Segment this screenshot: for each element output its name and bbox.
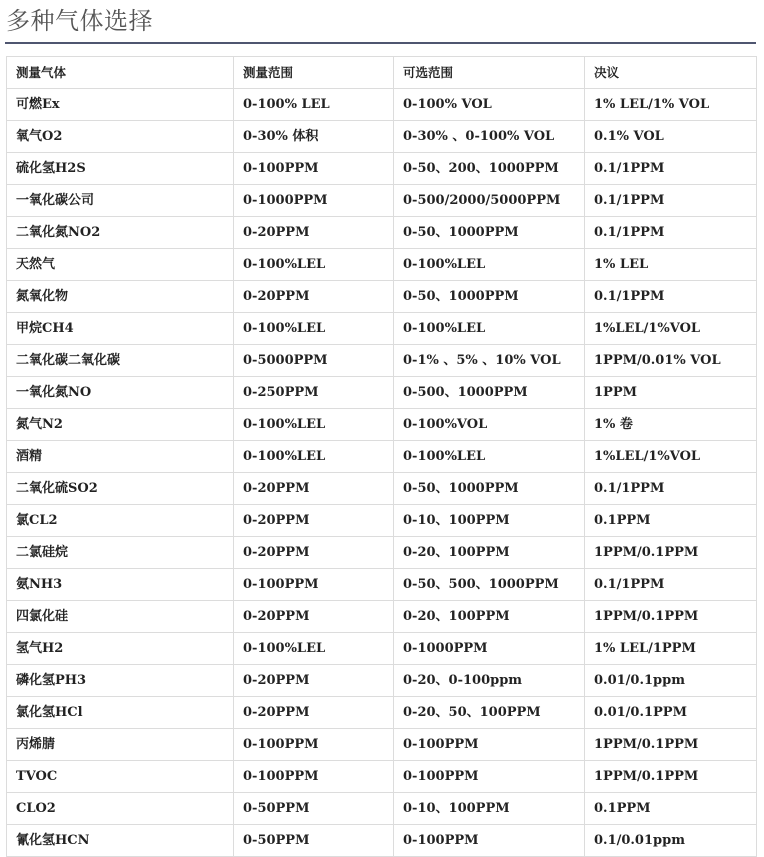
cell-measuring-range: 0-250PPM bbox=[234, 377, 394, 409]
cell-resolution: 0.1/1PPM bbox=[585, 153, 757, 185]
cell-optional-range: 0-30% 、0-100% VOL bbox=[394, 121, 585, 153]
cell-resolution: 1PPM/0.1PPM bbox=[585, 537, 757, 569]
header-measuring-range: 测量范围 bbox=[234, 57, 394, 89]
cell-resolution: 0.1/1PPM bbox=[585, 281, 757, 313]
table-row bbox=[7, 89, 757, 121]
table-row bbox=[7, 153, 757, 185]
table-row bbox=[7, 569, 757, 601]
header-resolution: 决议 bbox=[585, 57, 757, 89]
cell-measuring-range: 0-100%LEL bbox=[234, 409, 394, 441]
cell-measured-gas: 氨NH3 bbox=[7, 569, 234, 601]
table-row bbox=[7, 761, 757, 793]
cell-measuring-range: 0-100%LEL bbox=[234, 249, 394, 281]
table-row bbox=[7, 633, 757, 665]
cell-resolution: 0.1/1PPM bbox=[585, 569, 757, 601]
cell-measuring-range: 0-20PPM bbox=[234, 217, 394, 249]
table-row bbox=[7, 409, 757, 441]
cell-measuring-range: 0-100% LEL bbox=[234, 89, 394, 121]
cell-measured-gas: TVOC bbox=[7, 761, 234, 793]
table-row bbox=[7, 665, 757, 697]
cell-measuring-range: 0-100%LEL bbox=[234, 313, 394, 345]
cell-measuring-range: 0-100%LEL bbox=[234, 633, 394, 665]
cell-measuring-range: 0-20PPM bbox=[234, 281, 394, 313]
cell-optional-range: 0-100%LEL bbox=[394, 313, 585, 345]
cell-measuring-range: 0-20PPM bbox=[234, 697, 394, 729]
cell-resolution: 0.1/1PPM bbox=[585, 217, 757, 249]
cell-measured-gas: 氰化氢HCN bbox=[7, 825, 234, 857]
cell-measured-gas: 二氧化碳二氧化碳 bbox=[7, 345, 234, 377]
cell-measured-gas: 一氧化碳公司 bbox=[7, 185, 234, 217]
cell-measured-gas: 硫化氢H2S bbox=[7, 153, 234, 185]
cell-optional-range: 0-100PPM bbox=[394, 729, 585, 761]
cell-resolution: 1% LEL bbox=[585, 249, 757, 281]
cell-resolution: 0.1/1PPM bbox=[585, 185, 757, 217]
table-row bbox=[7, 793, 757, 825]
cell-resolution: 1PPM/0.1PPM bbox=[585, 761, 757, 793]
cell-measured-gas: 天然气 bbox=[7, 249, 234, 281]
cell-resolution: 1% 卷 bbox=[585, 409, 757, 441]
cell-resolution: 1PPM/0.1PPM bbox=[585, 729, 757, 761]
cell-optional-range: 0-10、100PPM bbox=[394, 793, 585, 825]
cell-optional-range: 0-1% 、5% 、10% VOL bbox=[394, 345, 585, 377]
table-header-row bbox=[7, 57, 757, 89]
table-row bbox=[7, 217, 757, 249]
header-measured-gas: 测量气体 bbox=[7, 57, 234, 89]
cell-resolution: 1% LEL/1PPM bbox=[585, 633, 757, 665]
cell-optional-range: 0-500、1000PPM bbox=[394, 377, 585, 409]
cell-resolution: 1% LEL/1% VOL bbox=[585, 89, 757, 121]
cell-measuring-range: 0-100PPM bbox=[234, 153, 394, 185]
table-row bbox=[7, 825, 757, 857]
cell-optional-range: 0-20、50、100PPM bbox=[394, 697, 585, 729]
cell-resolution: 0.1% VOL bbox=[585, 121, 757, 153]
cell-resolution: 1PPM bbox=[585, 377, 757, 409]
gas-spec-table bbox=[6, 56, 757, 857]
cell-optional-range: 0-500/2000/5000PPM bbox=[394, 185, 585, 217]
cell-measured-gas: 二氯硅烷 bbox=[7, 537, 234, 569]
cell-resolution: 1PPM/0.1PPM bbox=[585, 601, 757, 633]
header-optional-range: 可选范围 bbox=[394, 57, 585, 89]
table-row bbox=[7, 537, 757, 569]
table-header bbox=[7, 57, 757, 89]
cell-measured-gas: CLO2 bbox=[7, 793, 234, 825]
title-divider bbox=[5, 42, 756, 44]
cell-measuring-range: 0-20PPM bbox=[234, 473, 394, 505]
table-row bbox=[7, 313, 757, 345]
cell-optional-range: 0-50、1000PPM bbox=[394, 217, 585, 249]
cell-optional-range: 0-1000PPM bbox=[394, 633, 585, 665]
cell-optional-range: 0-10、100PPM bbox=[394, 505, 585, 537]
cell-measuring-range: 0-100PPM bbox=[234, 569, 394, 601]
cell-measured-gas: 酒精 bbox=[7, 441, 234, 473]
cell-optional-range: 0-50、500、1000PPM bbox=[394, 569, 585, 601]
cell-measuring-range: 0-100%LEL bbox=[234, 441, 394, 473]
cell-measured-gas: 氯CL2 bbox=[7, 505, 234, 537]
cell-optional-range: 0-50、1000PPM bbox=[394, 281, 585, 313]
cell-optional-range: 0-50、200、1000PPM bbox=[394, 153, 585, 185]
table-row bbox=[7, 121, 757, 153]
cell-measuring-range: 0-30% 体积 bbox=[234, 121, 394, 153]
cell-measured-gas: 氧气O2 bbox=[7, 121, 234, 153]
table-row bbox=[7, 281, 757, 313]
cell-optional-range: 0-100% VOL bbox=[394, 89, 585, 121]
cell-measuring-range: 0-20PPM bbox=[234, 601, 394, 633]
cell-measured-gas: 氢气H2 bbox=[7, 633, 234, 665]
table-row bbox=[7, 185, 757, 217]
cell-measured-gas: 一氧化氮NO bbox=[7, 377, 234, 409]
cell-resolution: 0.1PPM bbox=[585, 793, 757, 825]
cell-measured-gas: 丙烯腈 bbox=[7, 729, 234, 761]
table-row bbox=[7, 441, 757, 473]
table-row bbox=[7, 377, 757, 409]
cell-measuring-range: 0-20PPM bbox=[234, 537, 394, 569]
cell-optional-range: 0-20、100PPM bbox=[394, 537, 585, 569]
table-row bbox=[7, 697, 757, 729]
table-row bbox=[7, 601, 757, 633]
cell-resolution: 0.1PPM bbox=[585, 505, 757, 537]
cell-optional-range: 0-50、1000PPM bbox=[394, 473, 585, 505]
cell-resolution: 1%LEL/1%VOL bbox=[585, 441, 757, 473]
cell-measuring-range: 0-100PPM bbox=[234, 761, 394, 793]
page-title: 多种气体选择 bbox=[6, 7, 153, 35]
cell-measured-gas: 四氯化硅 bbox=[7, 601, 234, 633]
cell-resolution: 0.01/0.1ppm bbox=[585, 665, 757, 697]
cell-resolution: 1PPM/0.01% VOL bbox=[585, 345, 757, 377]
cell-measured-gas: 氮氧化物 bbox=[7, 281, 234, 313]
cell-optional-range: 0-20、0-100ppm bbox=[394, 665, 585, 697]
cell-optional-range: 0-100%LEL bbox=[394, 249, 585, 281]
cell-measured-gas: 二氧化氮NO2 bbox=[7, 217, 234, 249]
cell-measuring-range: 0-20PPM bbox=[234, 505, 394, 537]
cell-measured-gas: 磷化氢PH3 bbox=[7, 665, 234, 697]
table-row bbox=[7, 505, 757, 537]
cell-measuring-range: 0-50PPM bbox=[234, 793, 394, 825]
cell-measuring-range: 0-50PPM bbox=[234, 825, 394, 857]
table-row bbox=[7, 249, 757, 281]
cell-resolution: 0.01/0.1PPM bbox=[585, 697, 757, 729]
table-body bbox=[7, 89, 757, 857]
cell-measured-gas: 氯化氢HCl bbox=[7, 697, 234, 729]
cell-measuring-range: 0-100PPM bbox=[234, 729, 394, 761]
cell-measuring-range: 0-1000PPM bbox=[234, 185, 394, 217]
cell-measured-gas: 甲烷CH4 bbox=[7, 313, 234, 345]
cell-measured-gas: 二氧化硫SO2 bbox=[7, 473, 234, 505]
cell-measured-gas: 可燃Ex bbox=[7, 89, 234, 121]
table-row bbox=[7, 473, 757, 505]
cell-measuring-range: 0-20PPM bbox=[234, 665, 394, 697]
table-row bbox=[7, 345, 757, 377]
cell-measured-gas: 氮气N2 bbox=[7, 409, 234, 441]
table-row bbox=[7, 729, 757, 761]
cell-optional-range: 0-100PPM bbox=[394, 761, 585, 793]
cell-optional-range: 0-20、100PPM bbox=[394, 601, 585, 633]
cell-optional-range: 0-100PPM bbox=[394, 825, 585, 857]
cell-resolution: 1%LEL/1%VOL bbox=[585, 313, 757, 345]
cell-measuring-range: 0-5000PPM bbox=[234, 345, 394, 377]
cell-optional-range: 0-100%VOL bbox=[394, 409, 585, 441]
cell-resolution: 0.1/0.01ppm bbox=[585, 825, 757, 857]
cell-optional-range: 0-100%LEL bbox=[394, 441, 585, 473]
cell-resolution: 0.1/1PPM bbox=[585, 473, 757, 505]
